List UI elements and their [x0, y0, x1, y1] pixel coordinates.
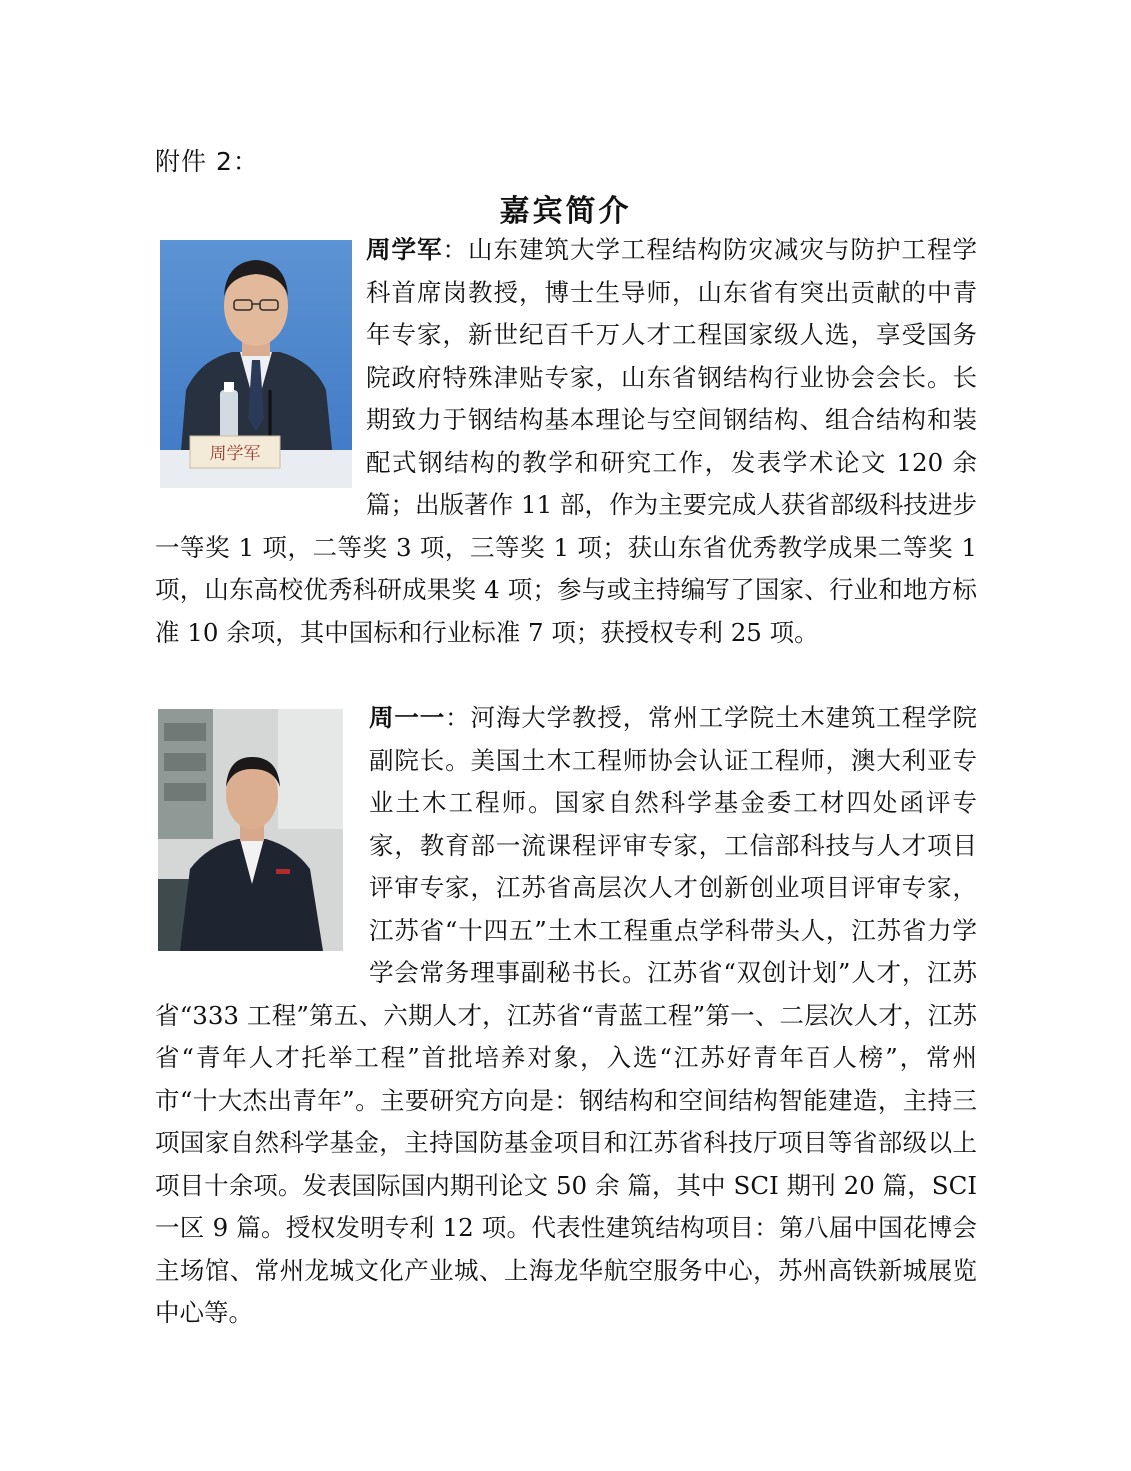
attachment-label: 附件 2：: [155, 147, 259, 176]
portrait-image: [160, 240, 352, 488]
guest-bio-1: [155, 229, 977, 654]
nameplate-text: 周学军: [209, 444, 261, 464]
guest-bio-text-1: 山东建筑大学工程结构防灾减灾与防护工程学科首席岗教授，博士生导师，山东省有突出贡献的中青年专家，新世纪百千万人才工程国家级人选，享受国务院政府特殊津贴专家，山东省钢结构行业协会会长。长期致力于钢结构基本理论与空间钢结构、组合结构和装配式钢结构的教学和研究工作，发表学术论文 120 余篇；出版著作 11 部，作为主要完成人获省部级科技进步一等奖 1 项，二等奖 3 项，三等奖 1 项；获山东省优秀教学成果二等奖 1 项，山东高校优秀科研成果奖 4 项；参与或主持编写了国家、行业和地方标准 10 余项，其中国标和行业标准 7 项；获授权专利 25 项。: [155, 235, 977, 647]
guest-photo-1: [160, 240, 352, 488]
guest-name-1: 周学军: [366, 235, 443, 264]
guest-name-2: 周一一: [369, 703, 446, 732]
name-separator: ：: [442, 235, 468, 264]
name-separator: ：: [445, 703, 471, 732]
page-title: 嘉宾简介: [499, 194, 632, 229]
guest-photo-2: [158, 709, 343, 951]
portrait-image: [158, 709, 343, 951]
guest-bio-2: [155, 697, 977, 1335]
guest-bio-text-2: 河海大学教授，常州工学院土木建筑工程学院副院长。美国土木工程师协会认证工程师，澳大利亚专业土木工程师。国家自然科学基金委工材四处函评专家，教育部一流课程评审专家，工信部科技与人才项目评审专家，江苏省高层次人才创新创业项目评审专家，江苏省“十四五”土木工程重点学科带头人，江苏省力学学会常务理事副秘书长。江苏省“双创计划”人才，江苏省“333 工程”第五、六期人才，江苏省“青蓝工程”第一、二层次人才，江苏省“青年人才托举工程”首批培养对象，入选“江苏好青年百人榜”，常州市“十大杰出青年”。主要研究方向是：钢结构和空间结构智能建造，主持三项国家自然科学基金，主持国防基金项目和江苏省科技厅项目等省部级以上项目十余项。发表国际国内期刊论文 50 余 篇，其中 SCI 期刊 20 篇，SCI 一区 9 篇。授权发明专利 12 项。代表性建筑结构项目：第八届中国花博会主场馆、常州龙城文化产业城、上海龙华航空服务中心，苏州高铁新城展览中心等。: [155, 703, 978, 1327]
